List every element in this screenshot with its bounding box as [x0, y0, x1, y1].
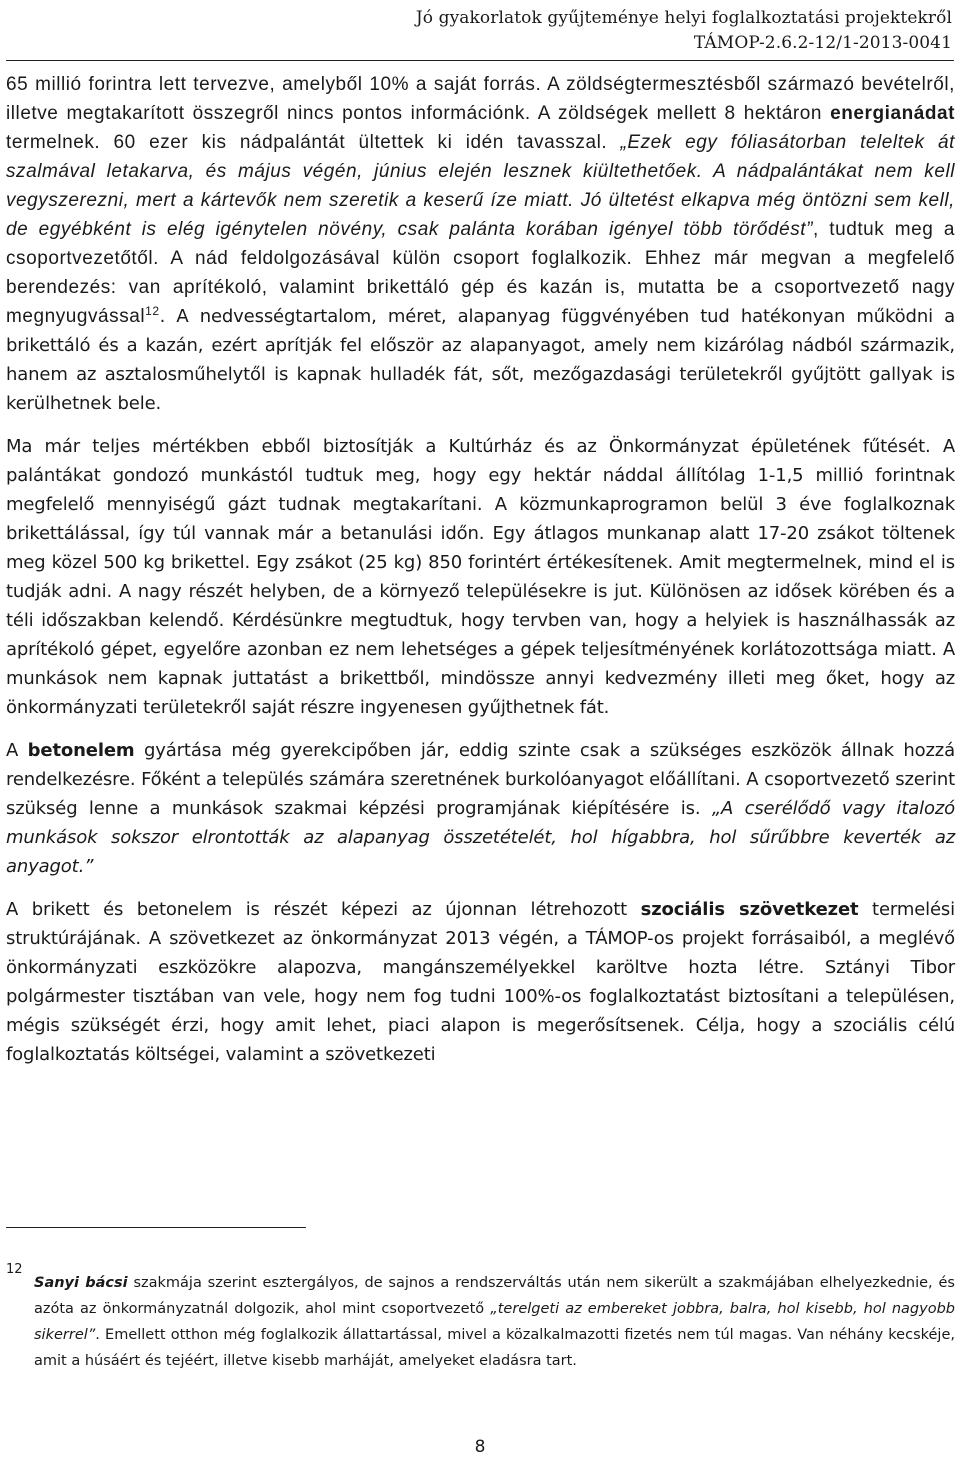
- text-run: termelési struktúrájának. A szövetkezet az önkormányzat 2013 végén, a TÁMOP-os projekt forrásaiból, a meglévő önkormányzati eszközökre alapozva, mangánszemélyekkel karöltve hozta létre. Sztányi Tibor polgármester tisztában van vele, hogy nem fog tudni 100%-os foglalkoztatást biztosítani a településen, mégis szükségét érzi, hogy amit lehet, piaci alapon is megerősítsenek. Célja, hogy a szociális célú foglalkoztatás költségei, valamint a szövetkezeti: [6, 899, 955, 1065]
- footnote-italic-name: Sanyi bácsi: [34, 1275, 128, 1291]
- footnote-text: [34, 1270, 955, 1374]
- paragraph-cooperative: [6, 895, 955, 1069]
- paragraph-heating: Ma már teljes mértékben ebből biztosítják a Kultúrház és az Önkormányzat épületének fűtését. A palántákat gondozó munkástól tudtuk meg, hogy egy hektár náddal állítólag 1-1,5 millió forintnak megfelelő mennyiségű gázt tudnak megtakarítani. A közmunkaprogramon belül 3 éve foglalkoznak brikettálással, így túl vannak már a betanulási időn. Egy átlagos munkanap alatt 17-20 zsákot töltenek meg közel 500 kg brikettel. Egy zsákot (25 kg) 850 forintért értékesítenek. Amit megtermelnek, mind el is tudják adni. A nagy részét helyben, de a környező településekre is jut. Különösen az idősek körében és a téli időszakban kelendő. Kérdésünkre megtudtuk, hogy tervben van, hogy a helyiek is használhassák az aprítékoló gépet, egyelőre azonban ez nem lehetséges a gépek teljesítményének korlátozottsága miatt. A munkások nem kapnak juttatást a brikettből, mindössze annyi kedvezmény illeti meg őket, hogy az önkormányzati területekről saját részre ingyenesen gyűjthetnek fát.: [6, 436, 955, 718]
- text-run: A brikett és betonelem is részét képezi az újonnan létrehozott: [6, 899, 641, 920]
- text-run: . A nedvességtartalom, méret, alapanyag függvényében tud hatékonyan működni a brikettáló és a kazán, ezért aprítják fel először az alapanyagot, amely nem kizárólag nádból származik, hanem az asztalosműhelytől is kapnak hulladék fát, sőt, mezőgazdasági területekről gyűjtött gallyak is kerülhetnek bele.: [6, 306, 955, 414]
- footnote-separator: [6, 1227, 306, 1228]
- text-run: szakmája szerint esztergályos, de sajnos a rendszerváltás után nem sikerült a szakmájában elhelyezkednie, és azóta az önkormányzatnál dolgozik, ahol mint csoportvezető: [34, 1275, 955, 1317]
- italic-quote: „A cserélődő vagy italozó munkások sokszor elrontották az alapanyag összetételét, hol hígabbra, hol sűrűbbre keverték az anyagot.”: [6, 798, 955, 877]
- bold-term-betonelem: betonelem: [27, 740, 135, 761]
- bold-term-energianad: energianádat: [830, 103, 955, 124]
- text-run: A: [6, 740, 28, 761]
- running-header: [416, 6, 952, 56]
- text-run: gyártása még gyerekcipőben jár, eddig szinte csak a szükséges eszközök állnak hozzá rendelkezésre. Főként a település számára szeretnének burkolóanyagot előállítani. A csoportvezető szerint szükség lenne a munkások szakmai képzési programjának kiépítésére is.: [6, 740, 955, 819]
- text-run: , tudtuk meg a csoportvezetőtől. A nád feldolgozásával külön csoport foglalkozik. Ehhez már megvan a megfelelő berendezés: van aprítékoló, valamint brikettáló gép és kazán is, mutatta be a csoportvezető nagy megnyugvással: [6, 219, 955, 327]
- paragraph-energy-reed: [6, 70, 955, 418]
- header-title: Jó gyakorlatok gyűjteménye helyi foglalkoztatási projektekről: [415, 8, 952, 28]
- page-number: 8: [474, 1437, 486, 1457]
- paragraph-concrete: [6, 736, 955, 881]
- header-divider: [6, 60, 954, 61]
- text-run: 65 millió forintra lett tervezve, amelyből 10% a saját forrás. A zöldségtermesztésből származó bevételről, illetve megtakarított összegről nincs pontos információnk. A zöldségek mellett 8 hektáron: [6, 74, 955, 124]
- italic-quote: „Ezek egy fóliasátorban teleltek át szalmával letakarva, és május végén, június elején lesznek kiültethetőek. A nádpalántákat nem kell vegyszerezni, mert a kártevők nem szeretik a keserű íze miatt. Jó ültetést elkapva még öntözni sem kell, de egyébként is elég igénytelen növény, csak palánta korában igényel több törődést”: [6, 132, 955, 240]
- text-run: . Emellett otthon még foglalkozik állattartással, mivel a közalkalmazotti fizetés nem túl magas. Van néhány kecskéje, amit a húsáért és tejéért, illetve kisebb marháját, amelyeket eladásra tart.: [34, 1327, 955, 1369]
- text-run: termelnek. 60 ezer kis nádpalántát ültettek ki idén tavasszal.: [6, 132, 621, 153]
- footnote-reference[interactable]: 12: [145, 304, 160, 318]
- bold-term-szocialis-szovetkezet: szociális szövetkezet: [640, 899, 859, 920]
- footnote-number: 12: [6, 1262, 23, 1277]
- body-text: [6, 70, 955, 1069]
- header-project-code: TÁMOP-2.6.2-12/1-2013-0041: [693, 33, 952, 53]
- footnote-italic-quote: „terelgeti az embereket jobbra, balra, hol kisebb, hol nagyobb sikerrel”: [34, 1301, 955, 1343]
